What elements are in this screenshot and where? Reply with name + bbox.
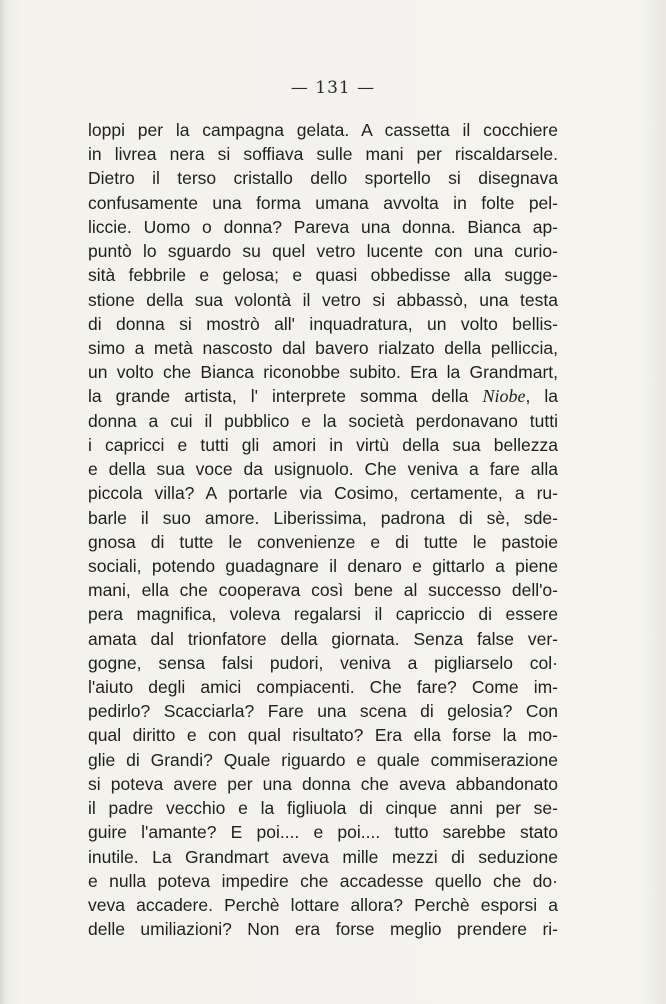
text-line: Dietro il terso cristallo dello sportello si disegnava	[88, 168, 558, 189]
body-text	[88, 118, 558, 941]
text-line: mani, ella che cooperava così bene al successo dell'o-	[88, 580, 558, 601]
text-segment: , la	[525, 386, 558, 407]
text-line: simo a metà nascosto dal bavero rialzato della pelliccia,	[88, 337, 558, 358]
text-line: donna a cui il pubblico e la società perdonavano tutti	[88, 410, 558, 431]
text-line: barle il suo amore. Liberissima, padrona di sè, sde-	[88, 507, 558, 528]
text-line: puntò lo sguardo su quel vetro lucente con una curio-	[88, 241, 558, 262]
page-number: — 131 —	[290, 78, 376, 98]
text-line-with-title	[88, 384, 558, 408]
text-line: veva accadere. Perchè lottare allora? Perchè esporsi a	[88, 895, 558, 915]
text-line: confusamente una forma umana avvolta in folte pel-	[88, 192, 558, 213]
text-line: gogne, sensa falsi pudori, veniva a pigliarselo col·	[88, 652, 558, 673]
text-line: gnosa di tutte le convenienze e di tutte le pastoie	[88, 531, 558, 552]
text-line: pedirlo? Scacciarla? Fare una scena di gelosia? Con	[88, 701, 558, 722]
text-line: stione della sua volontà il vetro si abbassò, una testa	[88, 289, 558, 310]
text-line: amata dal trionfatore della giornata. Senza false ver-	[88, 628, 558, 649]
text-line: guire l'amante? E poi.... e poi.... tutto sarebbe stato	[88, 822, 558, 843]
text-line: pera magnifica, voleva regalarsi il capriccio di essere	[88, 604, 558, 625]
text-line: si poteva avere per una donna che aveva abbandonato	[88, 773, 558, 794]
text-line: piccola villa? A portarle via Cosimo, certamente, a ru-	[88, 483, 558, 504]
text-line: e della sua voce da usignuolo. Che veniva a fare alla	[88, 459, 558, 480]
text-line: un volto che Bianca riconobbe subito. Era la Grandmart,	[88, 362, 558, 383]
text-line: delle umiliazioni? Non era forse meglio prendere ri-	[88, 919, 558, 940]
text-line: sità febbrile e gelosa; e quasi obbedisse alla sugge-	[88, 265, 558, 286]
text-line: glie di Grandi? Quale riguardo e quale commiserazione	[88, 749, 558, 770]
text-line: in livrea nera si soffiava sulle mani per riscaldarsele.	[88, 144, 558, 165]
text-line: sociali, potendo guadagnare il denaro e gittarlo a piene	[88, 555, 558, 576]
text-line: di donna si mostrò all' inquadratura, un volto bellis-	[88, 313, 558, 334]
text-segment: la grande artista, l' interprete somma della	[88, 386, 469, 407]
text-line: liccie. Uomo o donna? Pareva una donna. Bianca ap-	[88, 216, 558, 237]
text-line: loppi per la campagna gelata. A cassetta il cocchiere	[88, 120, 558, 140]
text-line: il padre vecchio e la figliuola di cinque anni per se-	[88, 798, 558, 819]
italic-title: Niobe	[482, 386, 526, 407]
text-line: i capricci e tutti gli amori in virtù della sua bellezza	[88, 434, 558, 455]
text-line: e nulla poteva impedire che accadesse quello che do·	[88, 870, 558, 891]
text-line: l'aiuto degli amici compiacenti. Che fare? Come im-	[88, 677, 558, 698]
text-line: qual diritto e con qual risultato? Era ella forse la mo-	[88, 725, 558, 746]
text-line: inutile. La Grandmart aveva mille mezzi di seduzione	[88, 846, 558, 867]
